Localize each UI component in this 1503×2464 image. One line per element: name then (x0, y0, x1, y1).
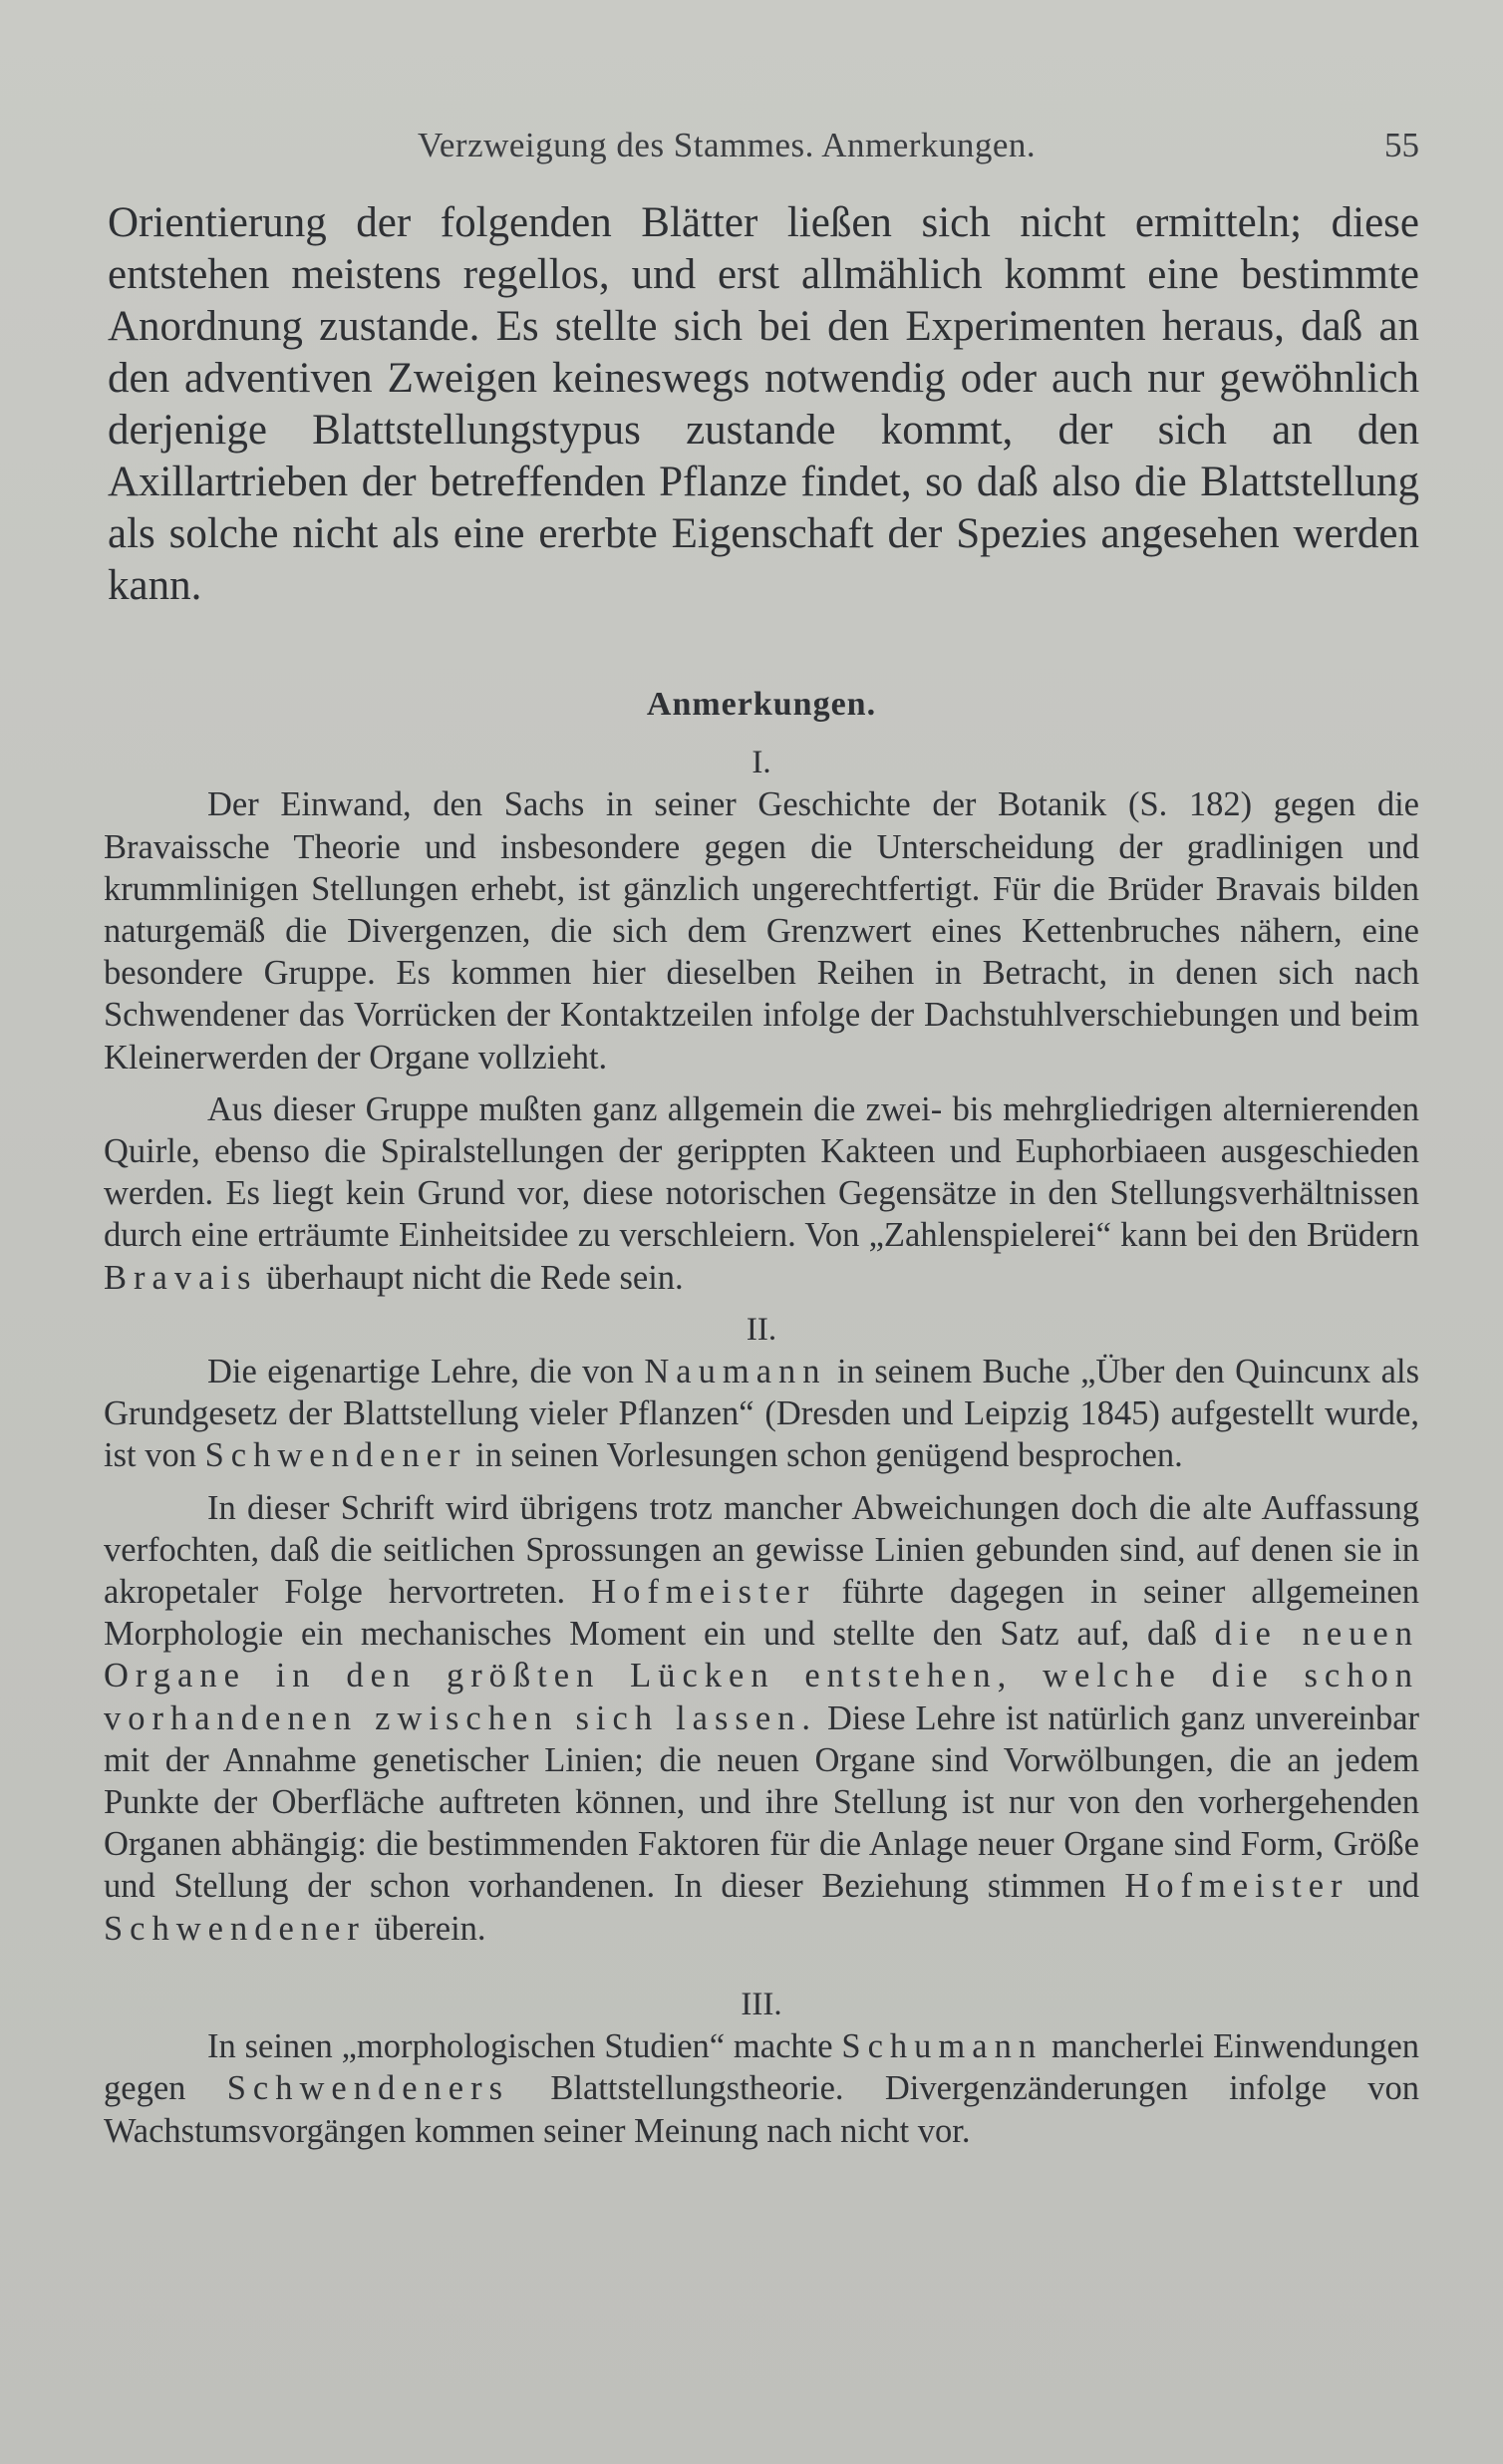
notes-heading: Anmerkungen. (646, 686, 877, 723)
person-name: Naumann (644, 1353, 827, 1391)
person-name: Schwendeners (226, 2069, 510, 2108)
section-numeral-3: III. (741, 1986, 782, 2022)
text-run: In dieser Schrift wird übrigens trotz mancher Abweichungen doch die alte Auffassung verfochten, daß die seitlichen Sprossungen an gewisse Linien gebunden sind, auf denen sie in akropetaler Folge hervortreten. (104, 1488, 1419, 1612)
section-numeral-2: II. (746, 1311, 777, 1348)
person-name: Schwendener (204, 1436, 467, 1475)
note-2-paragraph-1 (104, 1351, 1419, 1477)
main-text (108, 197, 1419, 612)
text-run: Die eigenartige Lehre, die von (207, 1353, 634, 1391)
text-run: In seinen „morphologischen Studien“ machte (207, 2027, 833, 2066)
emphasized-text: die neuen Organe in den größten Lücken entstehen, welche die schon vorhandenen zwischen sich lassen. (104, 1615, 1419, 1737)
text-run: und (1367, 1867, 1420, 1906)
note-1-paragraph-2 (104, 1088, 1419, 1299)
note-3-paragraph-1 (104, 2025, 1419, 2152)
text-run: mancherlei Einwendungen gegen (104, 2027, 1420, 2108)
notes-section (104, 684, 1419, 2162)
person-name: Hofmeister (591, 1573, 816, 1612)
section-numeral-1: I. (752, 745, 771, 781)
page-number: 55 (1384, 126, 1419, 164)
text-run: Aus dieser Gruppe mußten ganz allgemein die zwei- bis mehrgliedrigen alternierenden Quirle, ebenso die Spiralstellungen der gerippten Kakteen und Euphorbiaeen ausgeschieden werden. Es liegt kein Grund vor, diese notorischen Gegensätze in den Stellungsverhältnissen durch eine erträumte Einheitsidee zu verschleiern. Von „Zahlenspielerei“ kann bei den Brüdern (104, 1089, 1419, 1255)
text-run: Diese Lehre ist natürlich ganz unvereinbar mit der Annahme genetischer Linien; die neuen Organe sind Vorwölbungen, die an jedem Punkte der Oberfläche auftreten können, und ihre Stellung ist nur von den vorhergehenden Organen abhängig: die bestimmenden Faktoren für die Anlage neuer Organe sind Form, Größe und Stellung der schon vorhandenen. In dieser Beziehung stimmen (104, 1698, 1419, 1906)
person-name: Hofmeister (1124, 1867, 1350, 1906)
text-run: in seinen Vorlesungen schon genügend besprochen. (475, 1436, 1183, 1475)
main-paragraph: Orientierung der folgenden Blätter ließen sich nicht ermitteln; diese entstehen meistens regellos, und erst allmählich kommt eine bestimmte Anordnung zustande. Es stellte sich bei den Experimenten heraus, daß an den adventiven Zweigen keineswegs notwendig oder auch nur gewöhnlich derjenige Blattstellungstypus zustande kommt, der sich an den Axillartrieben der betreffenden Pflanze findet, so daß also die Blattstellung als solche nicht als eine ererbte Eigenschaft der Spezies angesehen werden kann. (108, 199, 1419, 609)
note-2-paragraph-2 (104, 1487, 1419, 1950)
person-name: Schumann (841, 2027, 1044, 2066)
text-run: in seinem Buche „Über den Quincunx als Grundgesetz der Blattstellung vieler Pflanzen“ (Dresden und Leipzig 1845) aufgestellt wurde, ist von (104, 1353, 1420, 1475)
text-run: führte dagegen in seiner allgemeinen Morphologie ein mechanisches Moment ein und stellte den Satz auf, daß (104, 1573, 1419, 1654)
page-header (104, 126, 1419, 175)
person-name: Bravais (104, 1258, 258, 1297)
text-run: überein. (374, 1909, 486, 1948)
running-title: Verzweigung des Stammes. Anmerkungen. (418, 126, 1037, 164)
text-run: Blattstellungstheorie. Divergenzänderungen infolge von Wachstumsvorgängen kommen seiner Meinung nach nicht vor. (104, 2069, 1419, 2150)
person-name: Schwendener (104, 1909, 366, 1948)
note-1-paragraph-1: Der Einwand, den Sachs in seiner Geschichte der Botanik (S. 182) gegen die Bravaissche Theorie und insbesondere gegen die Unterscheidung der gradlinigen und krummlinigen Stellungen erhebt, ist gänzlich ungerechtfertigt. Für die Brüder Bravais bilden naturgemäß die Divergenzen, die sich dem Grenzwert eines Kettenbruches nähern, eine besondere Gruppe. Es kommen hier dieselben Reihen in Betracht, in denen sich nach Schwendener das Vorrücken der Kontaktzeilen infolge der Dachstuhlverschiebungen und beim Kleinerwerden der Organe vollzieht. (104, 785, 1419, 1077)
text-run: überhaupt nicht die Rede sein. (266, 1258, 684, 1297)
